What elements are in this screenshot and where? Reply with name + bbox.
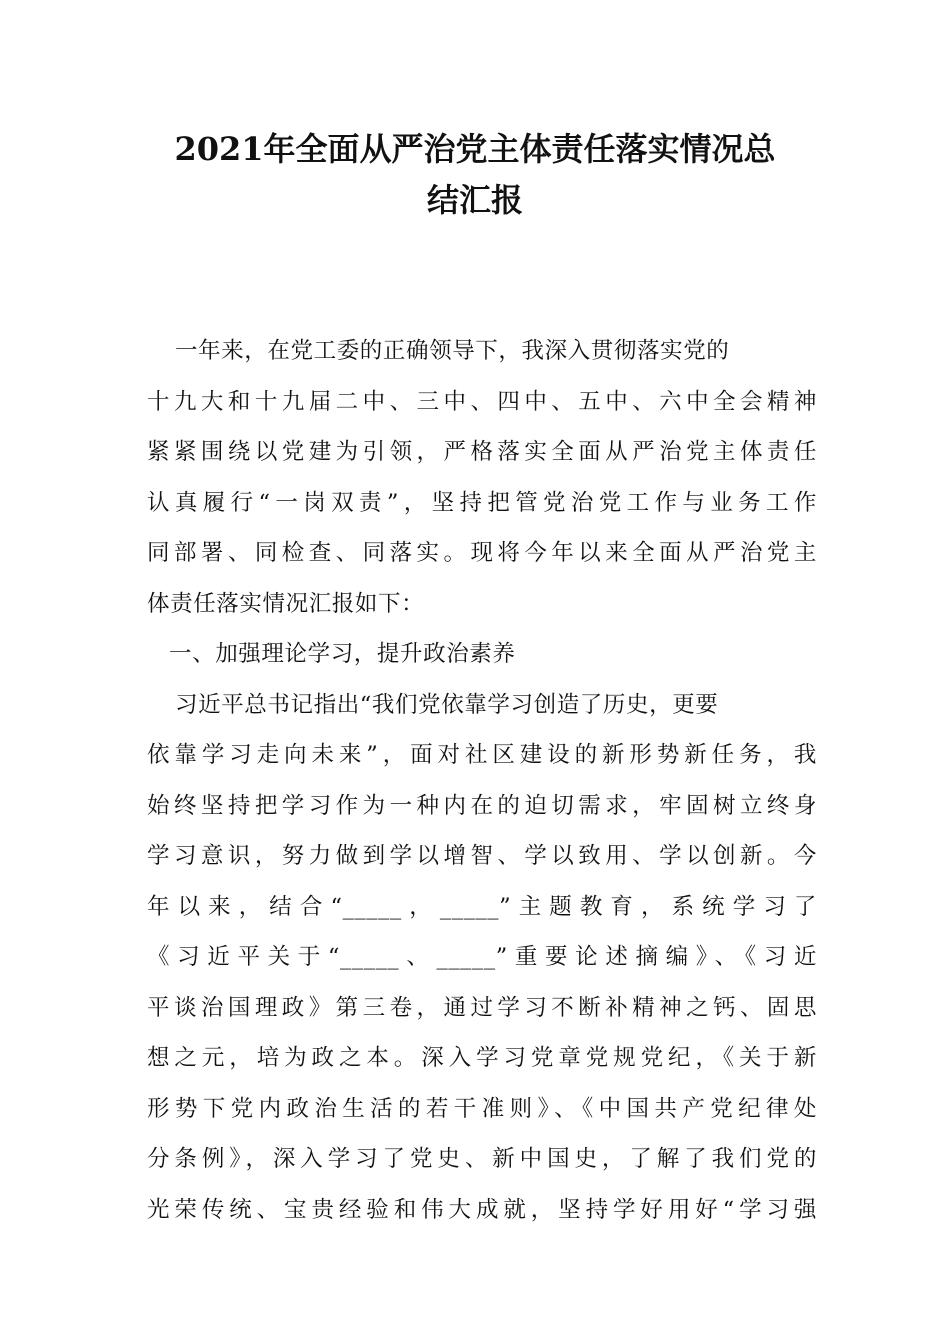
title-line-1: 2021年全面从严治党主体责任落实情况总: [174, 130, 776, 168]
body-line: 学习意识，努力做到学以增智、学以致用、学以创新。今: [147, 843, 817, 869]
body-line: 依靠学习走向未来”，面对社区建设的新形势新任务，我: [147, 742, 817, 768]
body-line: 年以来，结合“_____，_____”主题教育，系统学习了: [147, 893, 817, 920]
body-line: 紧紧围绕以党建为引领，严格落实全面从严治党主体责任: [147, 439, 817, 465]
document-title: [140, 124, 810, 226]
body-line: 一年来，在党工委的正确领导下，我深入贯彻落实党的: [175, 338, 730, 364]
document-body: [147, 326, 817, 1235]
body-line: 十九大和十九届二中、三中、四中、五中、六中全会精神: [147, 388, 817, 415]
title-line-2: 结汇报: [426, 181, 523, 219]
body-line: 形势下党内政治生活的若干准则》、《中国共产党纪律处: [147, 1095, 817, 1122]
body-line: 平谈治国理政》第三卷，通过学习不断补精神之钙、固思: [147, 994, 817, 1021]
body-line: 同部署、同检查、同落实。现将今年以来全面从严治党主: [147, 540, 817, 566]
body-line: 光荣传统、宝贵经验和伟大成就，坚持学好用好“学习强: [147, 1196, 817, 1223]
body-line: 分条例》，深入学习了党史、新中国史，了解了我们党的: [147, 1146, 817, 1172]
body-line: 始终坚持把学习作为一种内在的迫切需求，牢固树立终身: [147, 792, 817, 819]
body-line: 《习近平关于“_____、_____”重要论述摘编》、《习近: [147, 944, 817, 970]
body-line: 习近平总书记指出“我们党依靠学习创造了历史，更要: [175, 691, 719, 718]
section-heading: 一、加强理论学习，提升政治素养: [169, 641, 516, 667]
body-line: 想之元，培为政之本。深入学习党章党规党纪，《关于新: [147, 1045, 817, 1071]
body-line: 认真履行“一岗双责”，坚持把管党治党工作与业务工作: [147, 489, 817, 516]
body-line: 体责任落实情况汇报如下：: [147, 590, 425, 617]
